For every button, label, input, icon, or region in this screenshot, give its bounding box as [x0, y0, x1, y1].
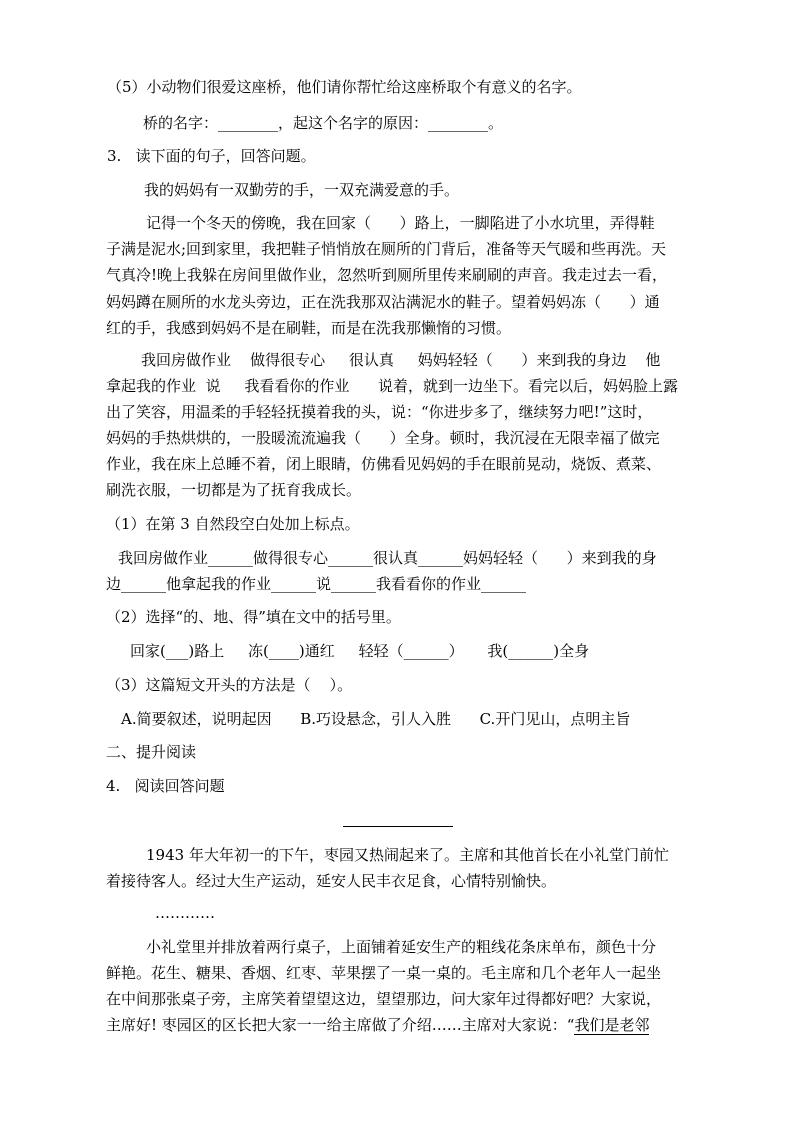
- q4-p2-line-2: 鲜艳。花生、糖果、香烟、红枣、苹果摆了一桌一桌的。毛主席和几个老年人一起坐: [106, 964, 662, 982]
- q3-sub2-question: （2）选择“的、地、得”填在文中的括号里。: [106, 608, 401, 626]
- q4-ellipsis: …………: [155, 904, 215, 922]
- q3-p2-line-1: 记得一个冬天的傍晚，我在回家（ ）路上，一脚陷进了小水坑里，弄得鞋: [146, 214, 655, 232]
- q3-sub3-options: A.简要叙述，说明起因 B.巧设悬念，引人入胜 C.开门见山，点明主旨: [121, 710, 631, 728]
- q3-p3-line-6: 刷洗衣服，一切都是为了抚育我成长。: [106, 481, 362, 499]
- q5-question: （5）小动物们很爱这座桥，他们请你帮忙给这座桥取个有意义的名字。: [107, 78, 582, 96]
- q3-p3-line-3: 出了笑容，用温柔的手轻轻抚摸着我的头，说：“你进步多了，继续努力吧!”这时，: [106, 403, 653, 421]
- q3-p2-line-5: 红的手，我感到妈妈不是在刷鞋，而是在洗我那懒惰的习惯。: [106, 319, 512, 337]
- q3-p2-line-4: 妈妈蹲在厕所的水龙头旁边，正在洗我那双沾满泥水的鞋子。望着妈妈冻（ ）通: [106, 293, 660, 311]
- passage-title-line: [343, 826, 453, 827]
- q3-p2-line-3: 气真冷!晚上我躲在房间里做作业，忽然听到厕所里传来刷刷的声音。我走过去一看，: [106, 266, 668, 284]
- q3-sub1-question: （1）在第 3 自然段空白处加上标点。: [106, 515, 360, 533]
- q3-p2-line-2: 子满是泥水;回到家里，我把鞋子悄悄放在厕所的门背后，准备等天气暖和些再洗。天: [106, 240, 667, 258]
- q3-sub1-fill-line-1: 我回房做作业______做得很专心______很认真______妈妈轻轻（ ）来到我的身: [118, 549, 657, 567]
- q3-sub1-fill-line-2: 边______他拿起我的作业______说______我看看你的作业______: [106, 575, 527, 593]
- q4-p1-line-2: 着接待客人。经过大生产运动，延安人民丰衣足食，心情特别愉快。: [106, 872, 557, 890]
- q3-sub3-question: （3）这篇短文开头的方法是（ ）。: [106, 676, 353, 694]
- q3-p3-line-2: 拿起我的作业 说 我看看你的作业 说着，就到一边坐下。看完以后，妈妈脸上露: [106, 377, 678, 395]
- q3-paragraph-1: 我的妈妈有一双勤劳的手，一双充满爱意的手。: [144, 181, 460, 199]
- q4-p2-line-3: 在中间那张桌子旁，主席笑着望望这边，望望那边，问大家年过得都好吧？大家说，: [106, 990, 662, 1008]
- q3-p3-line-5: 作业，我在床上总睡不着，闭上眼睛，仿佛看见妈妈的手在眼前晃动，烧饭、煮菜、: [106, 455, 662, 473]
- q4-heading: 4. 阅读回答问题: [106, 777, 225, 795]
- q5-answer-line: 桥的名字：________，起这个名字的原因：________。: [143, 114, 504, 132]
- q3-p3-line-4: 妈妈的手热烘烘的，一股暖流流遍我（ ）全身。顿时，我沉浸在无限幸福了做完: [106, 429, 660, 447]
- q3-heading: 3. 读下面的句子，回答问题。: [107, 147, 316, 165]
- q4-p1-line-1: 1943 年大年初一的下午，枣园又热闹起来了。主席和其他首长在小礼堂门前忙: [146, 846, 669, 864]
- q3-sub2-blanks: 回家(___)路上 冻(____)通红 轻轻（______） 我(______)全身: [130, 642, 590, 660]
- section-2-title: 二、提升阅读: [106, 743, 197, 761]
- q4-p2-line-4: [106, 1015, 649, 1035]
- q4-underlined-phrase: 我们是老邻: [574, 1016, 650, 1034]
- q4-p2-line-1: 小礼堂里并排放着两行桌子，上面铺着延安生产的粗线花条床单布，颜色十分: [146, 938, 657, 956]
- q4-p2-line-4-text: 主席好! 枣园区的区长把大家一一给主席做了介绍……主席对大家说：“: [106, 1016, 575, 1034]
- q3-p3-line-1: 我回房做作业 做得很专心 很认真 妈妈轻轻（ ）来到我的身边 他: [141, 351, 661, 369]
